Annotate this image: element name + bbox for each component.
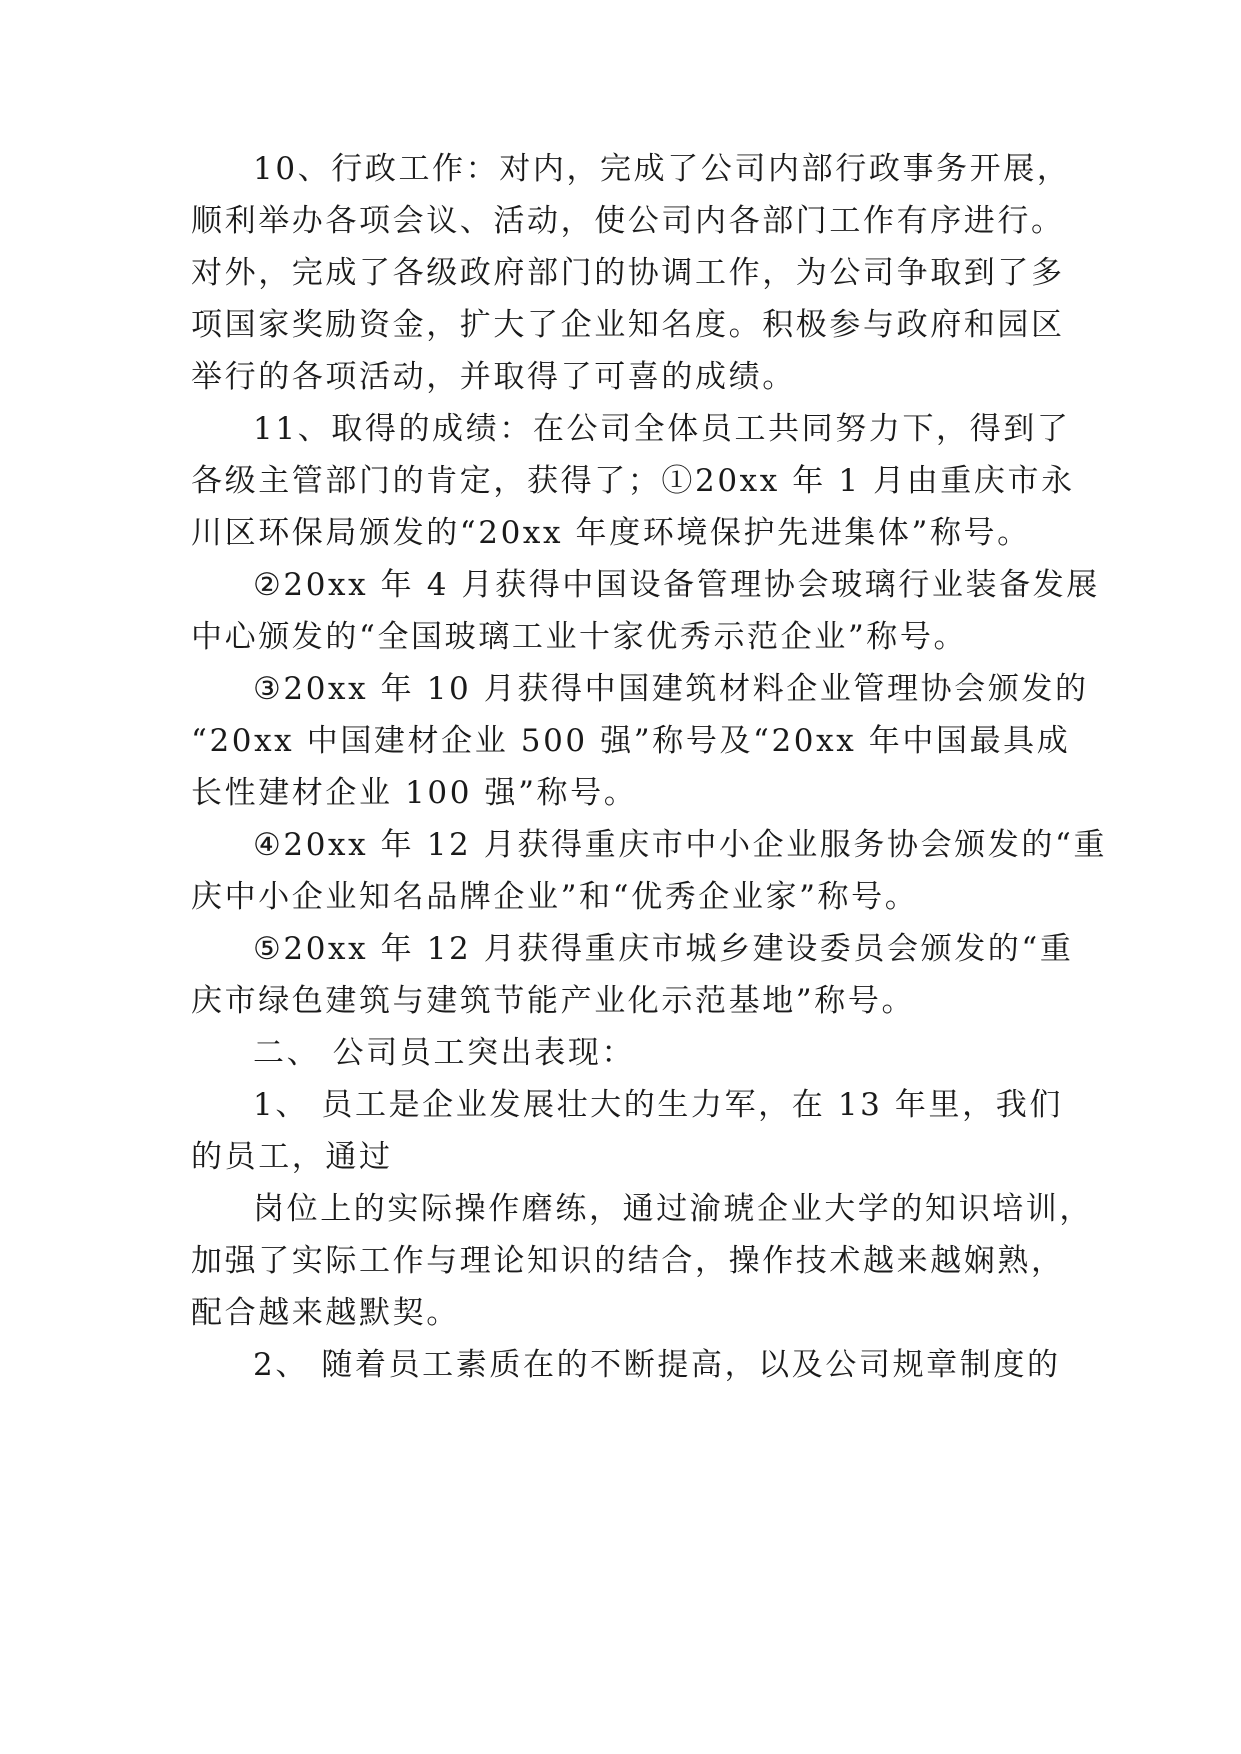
text-line: 川区环保局颁发的“20xx 年度环境保护先进集体”称号。 <box>191 515 1031 551</box>
text-line: 顺利举办各项会议、活动，使公司内各部门工作有序进行。 <box>191 203 1065 239</box>
text-line: 举行的各项活动，并取得了可喜的成绩。 <box>191 359 796 395</box>
text-line: 各级主管部门的肯定，获得了；①20xx 年 1 月由重庆市永 <box>191 463 1075 499</box>
text-line: 庆中小企业知名品牌企业”和“优秀企业家”称号。 <box>191 879 919 915</box>
text-line: ⑤20xx 年 12 月获得重庆市城乡建设委员会颁发的“重 <box>253 931 1074 967</box>
text-line: ③20xx 年 10 月获得中国建筑材料企业管理协会颁发的 <box>253 671 1089 707</box>
text-line: 对外，完成了各级政府部门的协调工作，为公司争取到了多 <box>191 255 1065 291</box>
text-line: 2、 随着员工素质在的不断提高，以及公司规章制度的 <box>253 1347 1061 1383</box>
text-line: 1、 员工是企业发展壮大的生力军，在 13 年里，我们 <box>253 1087 1063 1123</box>
text-line: 长性建材企业 100 强”称号。 <box>191 775 638 811</box>
section-heading: 二、 公司员工突出表现： <box>253 1035 636 1071</box>
text-line: 的员工，通过 <box>191 1139 393 1175</box>
text-line: 加强了实际工作与理论知识的结合，操作技术越来越娴熟， <box>191 1243 1065 1279</box>
text-line: 项国家奖励资金，扩大了企业知名度。积极参与政府和园区 <box>191 307 1065 343</box>
text-line: 11、取得的成绩：在公司全体员工共同努力下，得到了 <box>253 411 1071 447</box>
text-line: 10、行政工作：对内，完成了公司内部行政事务开展， <box>253 151 1071 187</box>
text-line: 岗位上的实际操作磨练，通过渝琥企业大学的知识培训， <box>253 1191 1093 1227</box>
text-line: 庆市绿色建筑与建筑节能产业化示范基地”称号。 <box>191 983 916 1019</box>
text-line: “20xx 中国建材企业 500 强”称号及“20xx 年中国最具成 <box>191 723 1071 759</box>
text-line: 中心颁发的“全国玻璃工业十家优秀示范企业”称号。 <box>191 619 968 655</box>
text-line: 配合越来越默契。 <box>191 1295 460 1331</box>
text-line: ②20xx 年 4 月获得中国设备管理协会玻璃行业装备发展 <box>253 567 1100 603</box>
text-line: ④20xx 年 12 月获得重庆市中小企业服务协会颁发的“重 <box>253 827 1108 863</box>
